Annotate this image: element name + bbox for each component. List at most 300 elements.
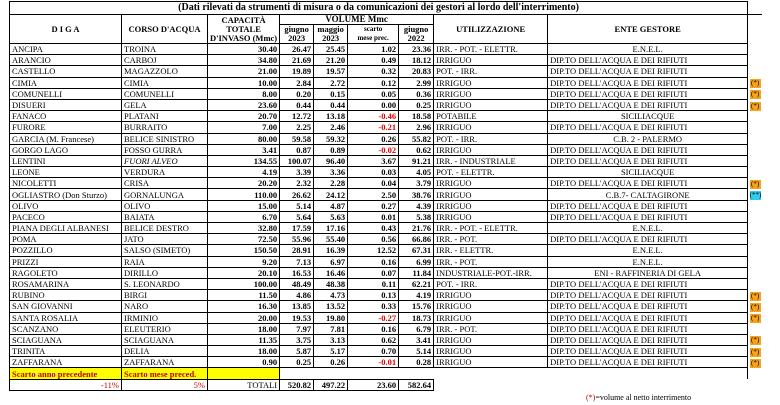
volume-maggio-2023: 96.40: [314, 155, 348, 166]
river-name: BAIATA: [122, 211, 208, 222]
capacity-value: 72.50: [208, 234, 280, 245]
ente-gestore-value: DIP.TO DELL'ACQUA E DEI RIFIUTI: [548, 55, 748, 66]
volume-giugno-2022: 66.86: [399, 234, 434, 245]
utilizzazione-value: IRRIGUO: [434, 189, 548, 200]
volume-giugno-2022: 4.19: [399, 290, 434, 301]
ente-gestore-value: DIP.TO DELL'ACQUA E DEI RIFIUTI: [548, 346, 748, 357]
utilizzazione-value: IRRIGUO: [434, 88, 548, 99]
utilizzazione-value: IRR. - POT.: [434, 256, 548, 267]
capacity-value: 20.00: [208, 312, 280, 323]
ente-gestore-value: DIP.TO DELL'ACQUA E DEI RIFIUTI: [548, 99, 748, 110]
volume-giugno-2023: 2.32: [280, 178, 314, 189]
volume-maggio-2023: 19.80: [314, 312, 348, 323]
volume-giugno-2022: 20.83: [399, 66, 434, 77]
scarto-value: -0.01: [348, 357, 399, 368]
header-scarto: scarto mese prec.: [348, 25, 399, 44]
utilizzazione-value: POT. - IRR.: [434, 66, 548, 77]
volume-giugno-2022: 62.21: [399, 278, 434, 289]
scarto-value: -0.27: [348, 312, 399, 323]
table-row: [10, 223, 763, 234]
volume-giugno-2022: 0.36: [399, 88, 434, 99]
utilizzazione-value: IRRIGUO: [434, 312, 548, 323]
table-row: [10, 144, 763, 155]
volume-giugno-2022: 23.36: [399, 44, 434, 55]
river-name: GORNALUNGA: [122, 189, 208, 200]
river-name: CIMIA: [122, 77, 208, 88]
volume-giugno-2022: 5.14: [399, 346, 434, 357]
volume-giugno-2023: 4.86: [280, 290, 314, 301]
utilizzazione-value: IRR. - POT.: [434, 234, 548, 245]
volume-giugno-2022: 3.79: [399, 178, 434, 189]
ente-gestore-value: DIP.TO DELL'ACQUA E DEI RIFIUTI: [548, 334, 748, 345]
footnote-marker: (*): [751, 336, 760, 345]
scarto-mese-value: 5%: [122, 379, 208, 390]
utilizzazione-value: IRRIGUO: [434, 99, 548, 110]
table-row: [10, 122, 763, 133]
scarto-value: 0.62: [348, 334, 399, 345]
capacity-value: 30.40: [208, 44, 280, 55]
ente-gestore-value: DIP.TO DELL'ACQUA E DEI RIFIUTI: [548, 144, 748, 155]
table-row: [10, 88, 763, 99]
footnote-marker: (**): [749, 191, 762, 200]
volume-maggio-2023: 24.12: [314, 189, 348, 200]
dam-name: CASTELLO: [10, 66, 122, 77]
footnote-marker: (*): [751, 358, 760, 367]
table-row: [10, 66, 763, 77]
dam-name: PIANA DEGLI ALBANESI: [10, 223, 122, 234]
river-name: NARO: [122, 301, 208, 312]
scarto-value: 0.27: [348, 200, 399, 211]
capacity-value: 110.00: [208, 189, 280, 200]
volume-giugno-2023: 26.47: [280, 44, 314, 55]
dam-name: ARANCIO: [10, 55, 122, 66]
volume-maggio-2023: 25.45: [314, 44, 348, 55]
volume-giugno-2022: 5.38: [399, 211, 434, 222]
river-name: PLATANI: [122, 111, 208, 122]
volume-giugno-2023: 3.75: [280, 334, 314, 345]
volume-giugno-2022: 0.62: [399, 144, 434, 155]
capacity-value: 18.00: [208, 346, 280, 357]
footnote-marker: (*): [751, 302, 760, 311]
dam-name: FANACO: [10, 111, 122, 122]
volume-giugno-2022: 38.76: [399, 189, 434, 200]
volume-maggio-2023: 17.16: [314, 223, 348, 234]
table-row: [10, 189, 763, 200]
capacity-value: 6.70: [208, 211, 280, 222]
dam-name: SAN GIOVANNI: [10, 301, 122, 312]
utilizzazione-value: IRRIGUO: [434, 334, 548, 345]
capacity-value: 8.00: [208, 88, 280, 99]
scarto-value: 0.49: [348, 55, 399, 66]
river-name: OLIVO: [122, 200, 208, 211]
river-name: MAGAZZOLO: [122, 66, 208, 77]
table-row: [10, 334, 763, 345]
capacity-value: 4.19: [208, 167, 280, 178]
dam-name: NICOLETTI: [10, 178, 122, 189]
volume-maggio-2023: 0.15: [314, 88, 348, 99]
header-ente: ENTE GESTORE: [548, 15, 748, 44]
ente-gestore-value: SICILIACQUE: [548, 167, 748, 178]
volume-giugno-2022: 4.05: [399, 167, 434, 178]
volume-maggio-2023: 48.38: [314, 278, 348, 289]
capacity-value: 20.10: [208, 267, 280, 278]
river-name: BELICE SINISTRO: [122, 133, 208, 144]
table-row: [10, 357, 763, 368]
table-row: [10, 267, 763, 278]
river-name: FOSSO GURRA: [122, 144, 208, 155]
total-scarto: 23.60: [348, 379, 399, 390]
table-row: [10, 312, 763, 323]
volume-giugno-2023: 17.59: [280, 223, 314, 234]
river-name: RAIA: [122, 256, 208, 267]
utilizzazione-value: IRRIGUO: [434, 211, 548, 222]
river-name: ZAFFARANA: [122, 357, 208, 368]
reservoir-table: [9, 1, 762, 391]
ente-gestore-value: E.N.E.L.: [548, 44, 748, 55]
volume-maggio-2023: 55.40: [314, 234, 348, 245]
utilizzazione-value: IRRIGUO: [434, 122, 548, 133]
utilizzazione-value: IRRIGUO: [434, 144, 548, 155]
utilizzazione-value: IRR. - POT. - ELETTR.: [434, 44, 548, 55]
total-giugno-2023: 520.82: [280, 379, 314, 390]
volume-maggio-2023: 16.46: [314, 267, 348, 278]
dam-name: LENTINI: [10, 155, 122, 166]
river-name: GELA: [122, 99, 208, 110]
table-row: [10, 77, 763, 88]
ente-gestore-value: DIP.TO DELL'ACQUA E DEI RIFIUTI: [548, 290, 748, 301]
scarto-value: 0.12: [348, 77, 399, 88]
header-corso: CORSO D'ACQUA: [122, 15, 208, 44]
table-row: [10, 167, 763, 178]
utilizzazione-value: IRRIGUO: [434, 346, 548, 357]
ente-gestore-value: DIP.TO DELL'ACQUA E DEI RIFIUTI: [548, 155, 748, 166]
volume-giugno-2023: 12.72: [280, 111, 314, 122]
table-row: [10, 278, 763, 289]
header-utilizzazione: UTILIZZAZIONE: [434, 15, 548, 44]
dam-name: OGLIASTRO (Don Sturzo): [10, 189, 122, 200]
river-name: DIRILLO: [122, 267, 208, 278]
dam-name: SCIAGUANA: [10, 334, 122, 345]
capacity-value: 20.70: [208, 111, 280, 122]
total-giugno-2022: 582.64: [399, 379, 434, 390]
volume-maggio-2023: 3.13: [314, 334, 348, 345]
river-name: CARBOJ: [122, 55, 208, 66]
table-title: (Dati rilevati da strumenti di misura o da comunicazioni dei gestori al lordo dell'interrimento): [10, 2, 748, 15]
ente-gestore-value: SICILIACQUE: [548, 111, 748, 122]
scarto-value: 0.43: [348, 223, 399, 234]
volume-maggio-2023: 2.28: [314, 178, 348, 189]
dam-name: RAGOLETO: [10, 267, 122, 278]
volume-giugno-2023: 28.91: [280, 245, 314, 256]
capacity-value: 23.60: [208, 99, 280, 110]
volume-giugno-2022: 0.28: [399, 357, 434, 368]
volume-giugno-2022: 4.39: [399, 200, 434, 211]
volume-giugno-2023: 0.87: [280, 144, 314, 155]
volume-giugno-2023: 16.53: [280, 267, 314, 278]
table-row: [10, 245, 763, 256]
table-row: [10, 111, 763, 122]
volume-maggio-2023: 4.73: [314, 290, 348, 301]
capacity-value: 11.35: [208, 334, 280, 345]
volume-maggio-2023: 19.57: [314, 66, 348, 77]
volume-giugno-2023: 0.44: [280, 99, 314, 110]
dam-name: DISUERI: [10, 99, 122, 110]
volume-giugno-2023: 21.69: [280, 55, 314, 66]
volume-maggio-2023: 21.20: [314, 55, 348, 66]
scarto-value: 1.02: [348, 44, 399, 55]
capacity-value: 10.00: [208, 77, 280, 88]
volume-giugno-2022: 11.84: [399, 267, 434, 278]
capacity-value: 150.50: [208, 245, 280, 256]
dam-name: SANTA ROSALIA: [10, 312, 122, 323]
scarto-value: 0.07: [348, 267, 399, 278]
volume-giugno-2023: 2.25: [280, 122, 314, 133]
ente-gestore-value: DIP.TO DELL'ACQUA E DEI RIFIUTI: [548, 200, 748, 211]
volume-giugno-2022: 2.99: [399, 77, 434, 88]
dam-name: RUBINO: [10, 290, 122, 301]
volume-giugno-2022: 18.58: [399, 111, 434, 122]
total-maggio-2023: 497.22: [314, 379, 348, 390]
volume-maggio-2023: 5.17: [314, 346, 348, 357]
volume-giugno-2023: 13.85: [280, 301, 314, 312]
scarto-value: 0.70: [348, 346, 399, 357]
scarto-value: -0.21: [348, 122, 399, 133]
scarto-value: -0.46: [348, 111, 399, 122]
ente-gestore-value: DIP.TO DELL'ACQUA E DEI RIFIUTI: [548, 88, 748, 99]
capacity-value: 0.90: [208, 357, 280, 368]
dam-name: POZZILLO: [10, 245, 122, 256]
capacity-value: 7.00: [208, 122, 280, 133]
footnote-marker: (*): [751, 347, 760, 356]
utilizzazione-value: IRR. - INDUSTRIALE: [434, 155, 548, 166]
volume-giugno-2023: 55.96: [280, 234, 314, 245]
volume-giugno-2022: 6.99: [399, 256, 434, 267]
volume-giugno-2023: 5.87: [280, 346, 314, 357]
table-row: [10, 55, 763, 66]
scarto-value: 0.32: [348, 66, 399, 77]
dam-name: PRIZZI: [10, 256, 122, 267]
volume-maggio-2023: 0.89: [314, 144, 348, 155]
utilizzazione-value: IRR. - POT. - ELETTR.: [434, 223, 548, 234]
table-row: [10, 234, 763, 245]
scarto-value: 0.16: [348, 323, 399, 334]
volume-giugno-2023: 59.58: [280, 133, 314, 144]
scarto-value: 0.16: [348, 256, 399, 267]
utilizzazione-value: POTABILE: [434, 111, 548, 122]
table-row: [10, 211, 763, 222]
ente-gestore-value: DIP.TO DELL'ACQUA E DEI RIFIUTI: [548, 234, 748, 245]
dam-name: CIMIA: [10, 77, 122, 88]
river-name: JATO: [122, 234, 208, 245]
volume-giugno-2022: 0.25: [399, 99, 434, 110]
volume-giugno-2023: 0.25: [280, 357, 314, 368]
capacity-value: 100.00: [208, 278, 280, 289]
scarto-value: 0.11: [348, 278, 399, 289]
volume-maggio-2023: 4.87: [314, 200, 348, 211]
table-row: [10, 346, 763, 357]
volume-maggio-2023: 5.63: [314, 211, 348, 222]
scarto-mese-label: Scarto mese preced.: [122, 368, 208, 379]
scarto-value: 0.04: [348, 178, 399, 189]
volume-maggio-2023: 16.39: [314, 245, 348, 256]
utilizzazione-value: IRRIGUO: [434, 301, 548, 312]
footnote-marker: (*): [751, 314, 760, 323]
footnote: (*)=volume al netto interrimento: [586, 393, 692, 402]
volume-maggio-2023: 6.97: [314, 256, 348, 267]
ente-gestore-value: ENI - RAFFINERIA DI GELA: [548, 267, 748, 278]
table-row: [10, 133, 763, 144]
volume-maggio-2023: 0.44: [314, 99, 348, 110]
capacity-value: 21.00: [208, 66, 280, 77]
ente-gestore-value: DIP.TO DELL'ACQUA E DEI RIFIUTI: [548, 312, 748, 323]
dam-name: PACECO: [10, 211, 122, 222]
scarto-anno-value: -11%: [10, 379, 122, 390]
capacity-value: 18.00: [208, 323, 280, 334]
volume-giugno-2023: 19.89: [280, 66, 314, 77]
utilizzazione-value: POT. - ELETTR.: [434, 167, 548, 178]
volume-giugno-2022: 18.12: [399, 55, 434, 66]
utilizzazione-value: IRRIGUO: [434, 77, 548, 88]
volume-giugno-2022: 2.96: [399, 122, 434, 133]
utilizzazione-value: POT. - IRR.: [434, 133, 548, 144]
scarto-value: 0.01: [348, 211, 399, 222]
scarto-value: 2.50: [348, 189, 399, 200]
capacity-value: 15.00: [208, 200, 280, 211]
capacity-value: 9.20: [208, 256, 280, 267]
volume-maggio-2023: 7.81: [314, 323, 348, 334]
capacity-value: 3.41: [208, 144, 280, 155]
table-row: [10, 256, 763, 267]
volume-maggio-2023: 13.18: [314, 111, 348, 122]
volume-giugno-2023: 7.97: [280, 323, 314, 334]
volume-giugno-2023: 0.20: [280, 88, 314, 99]
dam-name: OLIVO: [10, 200, 122, 211]
utilizzazione-value: IRRIGUO: [434, 55, 548, 66]
utilizzazione-value: IRRIGUO: [434, 178, 548, 189]
scarto-value: 0.05: [348, 88, 399, 99]
dam-name: GARCIA (M. Francese): [10, 133, 122, 144]
volume-maggio-2023: 2.72: [314, 77, 348, 88]
table-row: [10, 44, 763, 55]
table-row: [10, 200, 763, 211]
capacity-value: 32.80: [208, 223, 280, 234]
utilizzazione-value: IRRIGUO: [434, 200, 548, 211]
ente-gestore-value: DIP.TO DELL'ACQUA E DEI RIFIUTI: [548, 323, 748, 334]
utilizzazione-value: IRRIGUO: [434, 290, 548, 301]
footnote-marker: (*): [751, 291, 760, 300]
table-row: [10, 178, 763, 189]
ente-gestore-value: E.N.E.L.: [548, 256, 748, 267]
footnote-marker: (*): [751, 90, 760, 99]
dam-name: ANCIPA: [10, 44, 122, 55]
river-name: VERDURA: [122, 167, 208, 178]
scarto-value: 3.67: [348, 155, 399, 166]
header-giugno-2022: giugno 2022: [399, 25, 434, 44]
table-row: [10, 323, 763, 334]
ente-gestore-value: DIP.TO DELL'ACQUA E DEI RIFIUTI: [548, 178, 748, 189]
volume-giugno-2023: 5.14: [280, 200, 314, 211]
dam-name: COMUNELLI: [10, 88, 122, 99]
ente-gestore-value: DIP.TO DELL'ACQUA E DEI RIFIUTI: [548, 122, 748, 133]
dam-name: ROSAMARINA: [10, 278, 122, 289]
capacity-value: 16.30: [208, 301, 280, 312]
table-row: [10, 155, 763, 166]
ente-gestore-value: DIP.TO DELL'ACQUA E DEI RIFIUTI: [548, 301, 748, 312]
capacity-value: 11.50: [208, 290, 280, 301]
table-row: [10, 99, 763, 110]
scarto-value: 0.00: [348, 99, 399, 110]
footnote-marker: (*): [751, 101, 760, 110]
dam-name: FURORE: [10, 122, 122, 133]
volume-giugno-2022: 67.31: [399, 245, 434, 256]
dam-name: TRINITA: [10, 346, 122, 357]
header-capacita: CAPACITÀ TOTALE D'INVASO (Mmc): [208, 15, 280, 44]
ente-gestore-value: E.N.E.L.: [548, 245, 748, 256]
ente-gestore-value: C.B. 2 - PALERMO: [548, 133, 748, 144]
river-name: S. LEONARDO: [122, 278, 208, 289]
river-name: ELEUTERIO: [122, 323, 208, 334]
ente-gestore-value: DIP.TO DELL'ACQUA E DEI RIFIUTI: [548, 77, 748, 88]
volume-maggio-2023: 0.26: [314, 357, 348, 368]
river-name: BIRGI: [122, 290, 208, 301]
footnote-marker: (*): [751, 79, 760, 88]
river-name: FUORI ALVEO: [122, 155, 208, 166]
ente-gestore-value: DIP.TO DELL'ACQUA E DEI RIFIUTI: [548, 211, 748, 222]
utilizzazione-value: IRRIGUO: [434, 357, 548, 368]
header-diga: D I G A: [10, 15, 122, 44]
volume-giugno-2022: 21.76: [399, 223, 434, 234]
volume-maggio-2023: 59.32: [314, 133, 348, 144]
scarto-value: 0.26: [348, 133, 399, 144]
utilizzazione-value: IRR. - ELETTR.: [434, 245, 548, 256]
utilizzazione-value: POT. - IRR.: [434, 278, 548, 289]
river-name: BELICE DESTRO: [122, 223, 208, 234]
ente-gestore-value: DIP.TO DELL'ACQUA E DEI RIFIUTI: [548, 357, 748, 368]
ente-gestore-value: C.B.7- CALTAGIRONE: [548, 189, 748, 200]
dam-name: SCANZANO: [10, 323, 122, 334]
header-volume: VOLUME Mmc: [280, 15, 434, 25]
scarto-value: 0.13: [348, 290, 399, 301]
header-maggio-2023: maggio 2023: [314, 25, 348, 44]
river-name: IRMINIO: [122, 312, 208, 323]
capacity-value: 34.80: [208, 55, 280, 66]
volume-maggio-2023: 13.52: [314, 301, 348, 312]
dam-name: POMA: [10, 234, 122, 245]
volume-giugno-2023: 26.62: [280, 189, 314, 200]
scarto-value: -0.02: [348, 144, 399, 155]
volume-giugno-2023: 7.13: [280, 256, 314, 267]
totali-label: TOTALI: [208, 379, 280, 390]
volume-giugno-2023: 48.49: [280, 278, 314, 289]
river-name: TROINA: [122, 44, 208, 55]
scarto-anno-label: Scarto anno precedente: [10, 368, 122, 379]
volume-giugno-2023: 19.53: [280, 312, 314, 323]
scarto-value: 0.56: [348, 234, 399, 245]
volume-giugno-2023: 3.39: [280, 167, 314, 178]
volume-maggio-2023: 2.46: [314, 122, 348, 133]
volume-giugno-2022: 91.21: [399, 155, 434, 166]
volume-giugno-2023: 5.64: [280, 211, 314, 222]
river-name: CRISA: [122, 178, 208, 189]
river-name: BURRAITO: [122, 122, 208, 133]
dam-name: ZAFFARANA: [10, 357, 122, 368]
volume-giugno-2022: 15.76: [399, 301, 434, 312]
table-row: [10, 301, 763, 312]
dam-name: LEONE: [10, 167, 122, 178]
volume-giugno-2022: 18.73: [399, 312, 434, 323]
river-name: COMUNELLI: [122, 88, 208, 99]
volume-giugno-2022: 3.41: [399, 334, 434, 345]
